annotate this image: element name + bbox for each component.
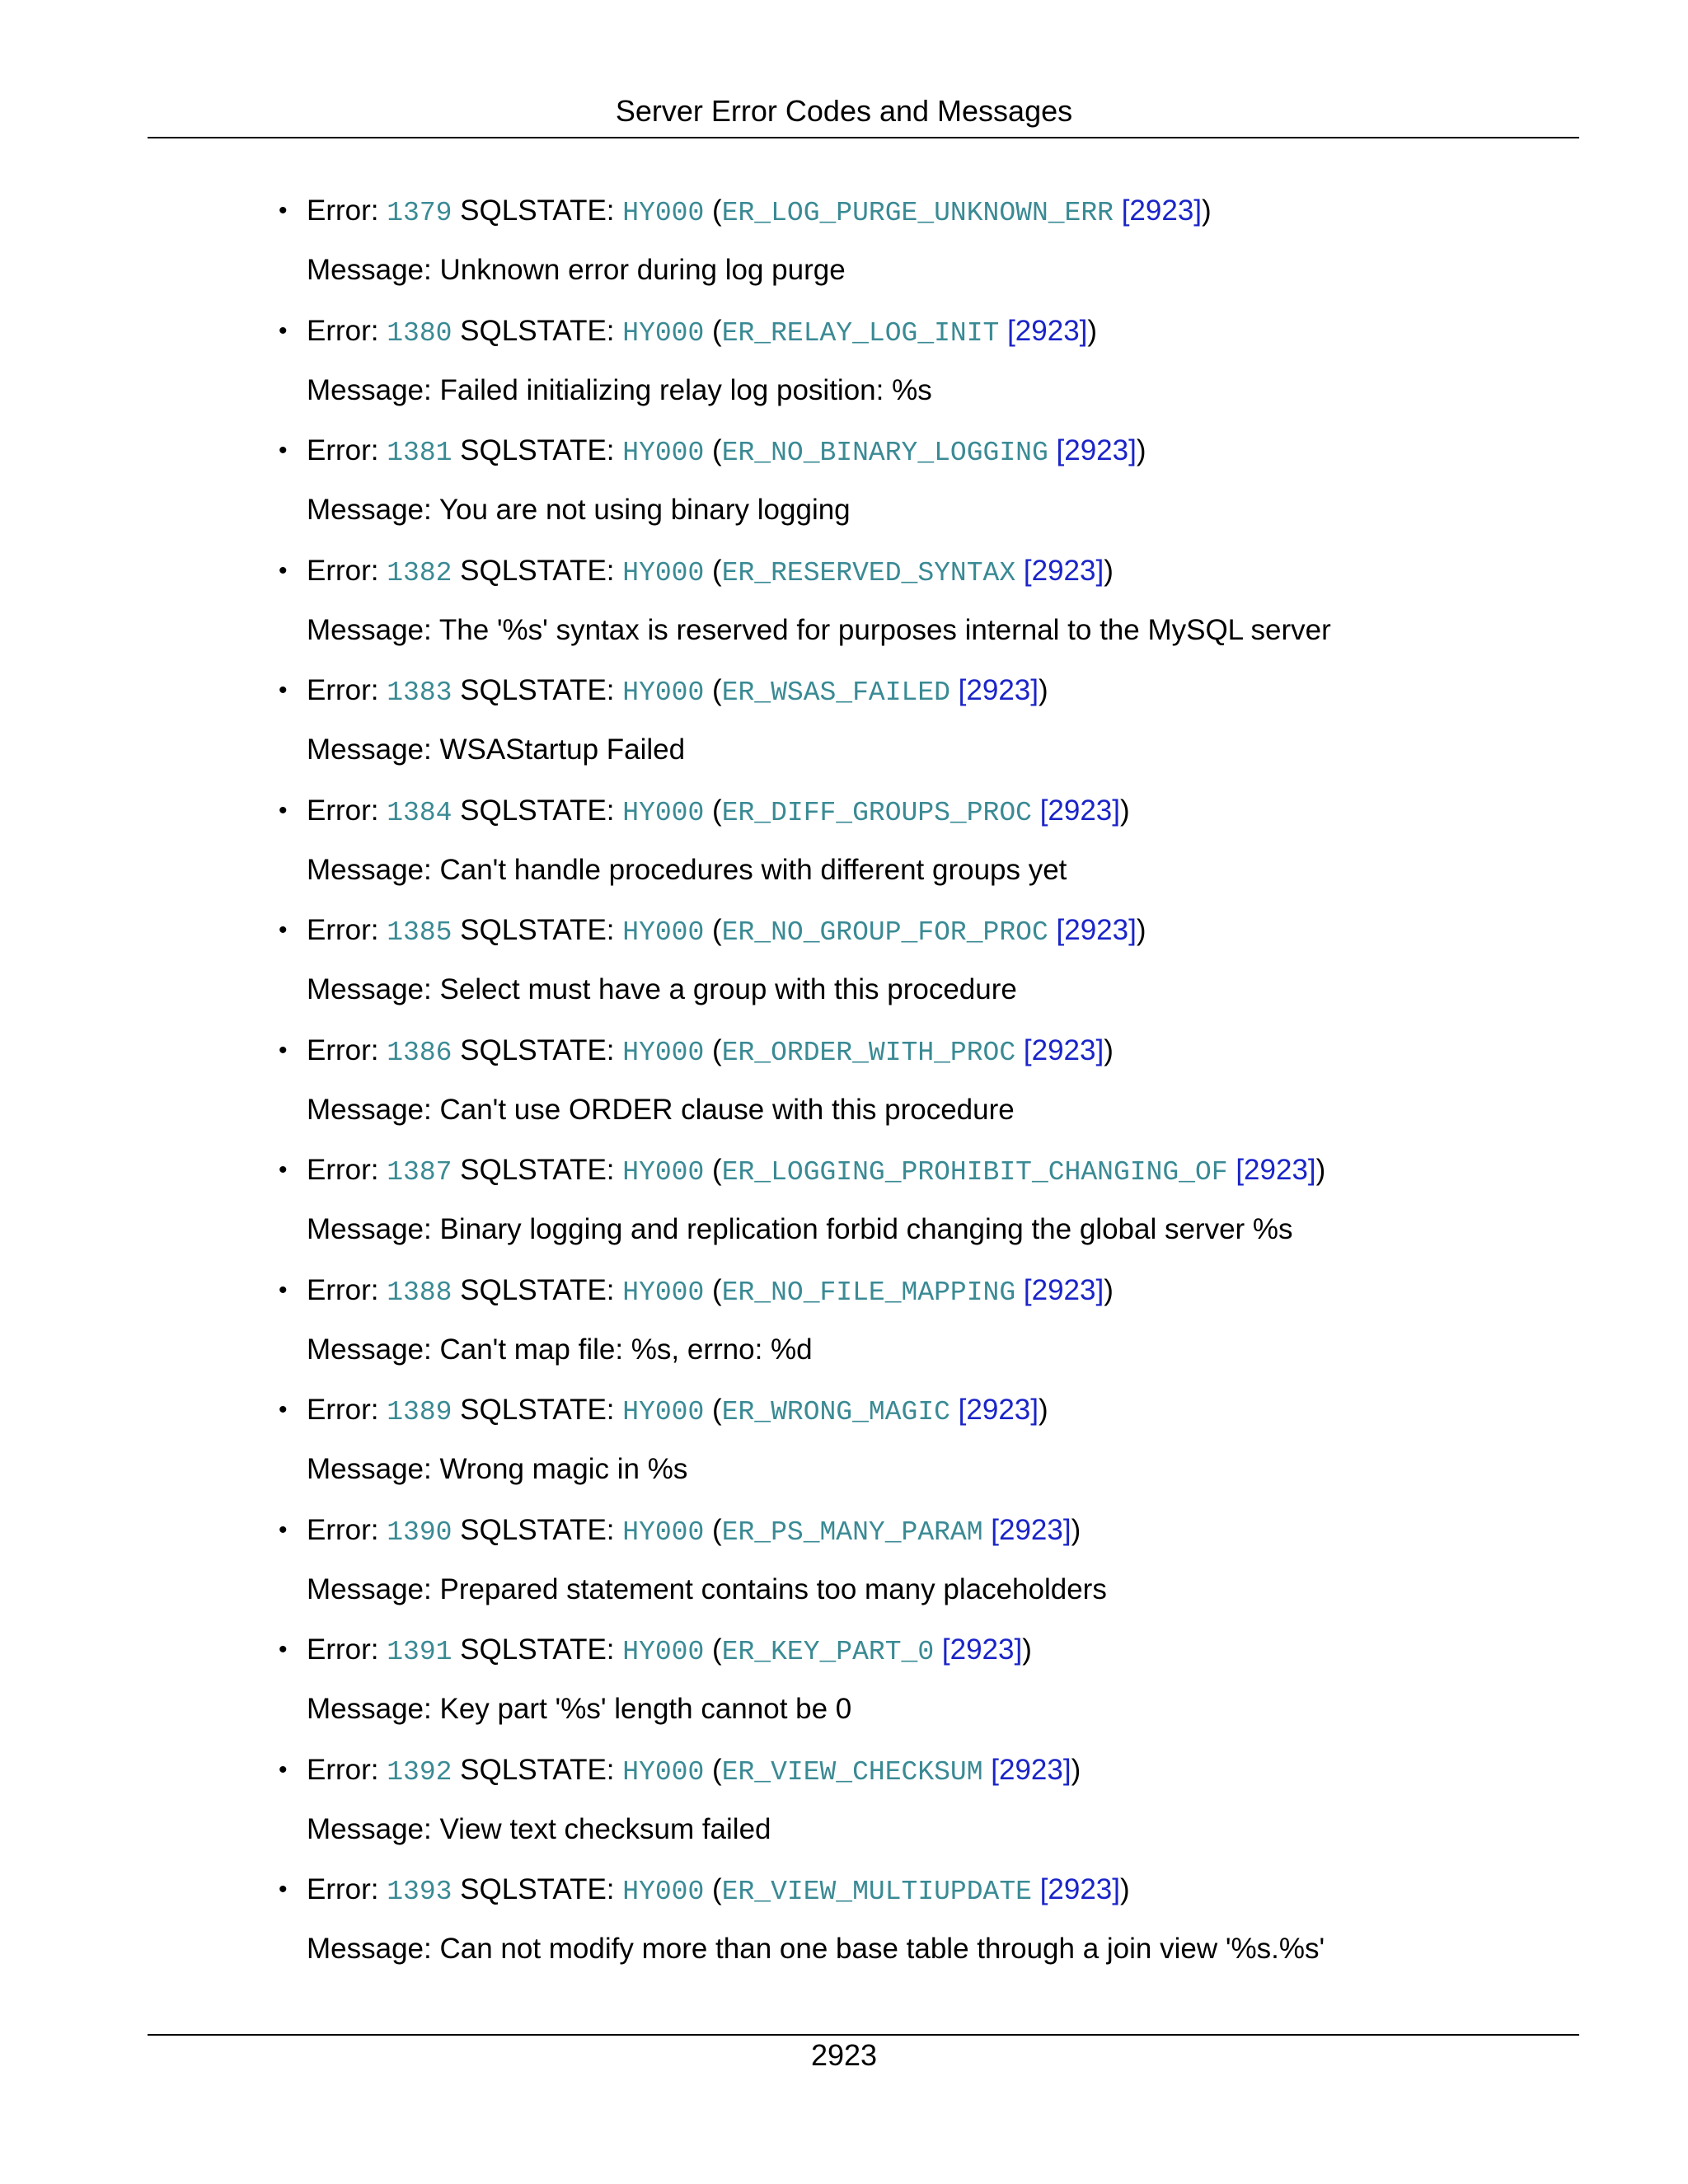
sqlstate-label: SQLSTATE: (452, 1753, 623, 1786)
error-line (279, 1511, 1081, 1550)
error-line (279, 1750, 1081, 1790)
close-paren: ) (1136, 914, 1146, 946)
open-paren: ( (704, 1033, 722, 1066)
error-code: 1391 (387, 1637, 452, 1667)
page-ref-link[interactable]: [2923] (1023, 1273, 1104, 1306)
sqlstate-value: HY000 (622, 1516, 705, 1548)
sqlstate-value: HY000 (622, 917, 705, 948)
message-label: Message: (307, 1693, 440, 1725)
error-code: 1386 (387, 1037, 452, 1068)
close-paren: ) (1087, 314, 1098, 347)
page-ref-link[interactable]: [2923] (958, 1394, 1039, 1426)
open-paren: ( (704, 674, 722, 706)
error-symbol: ER_DIFF_GROUPS_PROC (721, 797, 1032, 828)
close-paren: ) (1022, 1633, 1032, 1666)
error-line (279, 911, 1146, 950)
open-paren: ( (704, 1273, 722, 1306)
sqlstate-label: SQLSTATE: (452, 1394, 623, 1426)
sqlstate-value: HY000 (622, 1037, 705, 1068)
close-paren: ) (1104, 1033, 1114, 1066)
sqlstate-label: SQLSTATE: (452, 314, 623, 347)
message-label: Message: (307, 494, 439, 526)
message-line (307, 851, 1067, 890)
close-paren: ) (1120, 1873, 1130, 1905)
message-label: Message: (307, 613, 439, 646)
error-code: 1390 (387, 1516, 452, 1548)
sqlstate-label: SQLSTATE: (452, 1154, 623, 1186)
bullet-icon: • (279, 556, 288, 584)
error-label: Error: (307, 1753, 387, 1786)
error-symbol: ER_RESERVED_SYNTAX (721, 557, 1016, 588)
sqlstate-label: SQLSTATE: (452, 1513, 623, 1546)
open-paren: ( (704, 914, 722, 946)
message-text: Unknown error during log purge (439, 254, 846, 286)
page-ref-link[interactable]: [2923] (1121, 194, 1203, 227)
message-line (307, 1570, 1107, 1610)
message-label: Message: (307, 1812, 440, 1845)
page-ref-link[interactable]: [2923] (1023, 1033, 1104, 1066)
error-line (279, 1870, 1130, 1910)
message-label: Message: (307, 1572, 440, 1605)
message-line (307, 730, 685, 770)
sqlstate-value: HY000 (622, 438, 705, 468)
close-paren: ) (1038, 1394, 1048, 1426)
message-label: Message: (307, 254, 440, 286)
message-line (307, 1210, 1293, 1249)
error-code: 1382 (387, 557, 452, 588)
sqlstate-value: HY000 (622, 557, 705, 588)
error-line (279, 431, 1146, 471)
error-label: Error: (307, 1033, 387, 1066)
page-number: 2923 (810, 2038, 878, 2072)
message-label: Message: (307, 1453, 440, 1485)
open-paren: ( (704, 794, 722, 827)
sqlstate-label: SQLSTATE: (452, 794, 623, 827)
message-line (307, 611, 1331, 650)
bullet-icon: • (279, 1396, 288, 1423)
message-line (307, 490, 851, 530)
close-paren: ) (1315, 1154, 1326, 1186)
message-label: Message: (307, 973, 440, 1005)
error-label: Error: (307, 554, 387, 587)
message-text: Can't map file: %s, errno: %d (439, 1333, 813, 1366)
error-code: 1383 (387, 677, 452, 708)
sqlstate-label: SQLSTATE: (452, 554, 623, 587)
message-label: Message: (307, 1213, 440, 1245)
message-text: Can not modify more than one base table through a join view '%s.%s' (439, 1933, 1325, 1965)
message-text: Key part '%s' length cannot be 0 (439, 1693, 852, 1725)
error-line (279, 1630, 1032, 1670)
bullet-icon: • (279, 1276, 288, 1304)
open-paren: ( (704, 1873, 722, 1905)
sqlstate-label: SQLSTATE: (452, 1273, 623, 1306)
open-paren: ( (704, 434, 722, 466)
close-paren: ) (1104, 1273, 1114, 1306)
error-line (279, 1390, 1048, 1430)
error-symbol: ER_LOG_PURGE_UNKNOWN_ERR (721, 198, 1114, 228)
close-paren: ) (1038, 674, 1048, 706)
sqlstate-value: HY000 (622, 1157, 705, 1188)
error-symbol: ER_NO_BINARY_LOGGING (721, 438, 1048, 468)
page-ref-link[interactable]: [2923] (1039, 794, 1120, 827)
sqlstate-value: HY000 (622, 317, 705, 349)
close-paren: ) (1071, 1753, 1081, 1786)
error-symbol: ER_WRONG_MAGIC (721, 1397, 950, 1427)
message-text: Binary logging and replication forbid changing the global server %s (439, 1213, 1293, 1245)
error-symbol: ER_VIEW_CHECKSUM (721, 1756, 983, 1788)
bullet-icon: • (279, 1516, 288, 1544)
error-label: Error: (307, 914, 387, 946)
error-code: 1387 (387, 1157, 452, 1188)
error-code: 1393 (387, 1877, 452, 1907)
open-paren: ( (704, 1394, 722, 1426)
sqlstate-value: HY000 (622, 1277, 705, 1308)
sqlstate-value: HY000 (622, 1397, 705, 1427)
bullet-icon: • (279, 796, 288, 824)
close-paren: ) (1202, 194, 1212, 227)
error-line (279, 191, 1212, 231)
error-code: 1388 (387, 1277, 452, 1308)
message-label: Message: (307, 1333, 440, 1366)
error-symbol: ER_WSAS_FAILED (721, 677, 950, 708)
error-symbol: ER_RELAY_LOG_INIT (721, 317, 1000, 349)
sqlstate-value: HY000 (622, 797, 705, 828)
error-label: Error: (307, 674, 387, 706)
error-label: Error: (307, 314, 387, 347)
message-label: Message: (307, 853, 440, 886)
open-paren: ( (704, 1513, 722, 1546)
message-text: You are not using binary logging (438, 494, 851, 526)
open-paren: ( (704, 1753, 722, 1786)
error-line (279, 791, 1130, 831)
page-ref-link[interactable]: [2923] (1056, 914, 1137, 946)
message-text: Can't handle procedures with different groups yet (439, 853, 1067, 886)
message-label: Message: (307, 733, 440, 766)
message-line (307, 1929, 1325, 1969)
page-ref-link[interactable]: [2923] (1056, 434, 1137, 466)
bullet-icon: • (279, 1876, 288, 1903)
bullet-icon: • (279, 677, 288, 704)
bullet-icon: • (279, 1636, 288, 1663)
error-symbol: ER_NO_FILE_MAPPING (721, 1277, 1016, 1308)
bullet-icon: • (279, 1036, 288, 1064)
error-label: Error: (307, 1873, 387, 1905)
error-code: 1385 (387, 917, 452, 948)
error-symbol: ER_LOGGING_PROHIBIT_CHANGING_OF (721, 1157, 1228, 1188)
message-text: Failed initializing relay log position: %s (439, 373, 932, 406)
message-text: Can't use ORDER clause with this procedure (439, 1093, 1015, 1126)
error-line (279, 671, 1048, 710)
error-code: 1389 (387, 1397, 452, 1427)
open-paren: ( (704, 1154, 722, 1186)
sqlstate-value: HY000 (622, 198, 705, 228)
sqlstate-value: HY000 (622, 1637, 705, 1667)
error-symbol: ER_VIEW_MULTIUPDATE (721, 1877, 1032, 1907)
page-ref-link[interactable]: [2923] (991, 1513, 1071, 1546)
page-ref-link[interactable]: [2923] (991, 1753, 1071, 1786)
bullet-icon: • (279, 916, 288, 944)
message-text: The '%s' syntax is reserved for purposes internal to the MySQL server (438, 613, 1331, 646)
error-symbol: ER_NO_GROUP_FOR_PROC (721, 917, 1048, 948)
error-label: Error: (307, 194, 387, 227)
error-symbol: ER_PS_MANY_PARAM (721, 1516, 983, 1548)
header-rule (148, 137, 1579, 138)
close-paren: ) (1120, 794, 1130, 827)
sqlstate-label: SQLSTATE: (452, 194, 623, 227)
error-label: Error: (307, 1513, 387, 1546)
page-ref-link[interactable]: [2923] (1023, 554, 1104, 587)
page-ref-link[interactable]: [2923] (1236, 1154, 1316, 1186)
message-line (307, 1330, 813, 1370)
message-line (307, 1090, 1015, 1130)
open-paren: ( (704, 194, 722, 227)
sqlstate-value: HY000 (622, 1877, 705, 1907)
sqlstate-label: SQLSTATE: (452, 674, 623, 706)
error-code: 1379 (387, 198, 452, 228)
page-ref-link[interactable]: [2923] (1039, 1873, 1120, 1905)
message-text: Wrong magic in %s (439, 1453, 688, 1485)
error-line (279, 551, 1114, 591)
message-line (307, 251, 846, 290)
message-label: Message: (307, 373, 440, 406)
close-paren: ) (1071, 1513, 1081, 1546)
message-text: WSAStartup Failed (439, 733, 686, 766)
message-line (307, 1450, 687, 1489)
sqlstate-label: SQLSTATE: (452, 434, 623, 466)
bullet-icon: • (279, 437, 288, 464)
error-code: 1384 (387, 797, 452, 828)
page-ref-link[interactable]: [2923] (941, 1633, 1023, 1666)
bullet-icon: • (279, 316, 288, 344)
error-code: 1381 (387, 438, 452, 468)
error-line (279, 312, 1098, 351)
bullet-icon: • (279, 197, 288, 224)
error-code: 1392 (387, 1756, 452, 1788)
error-symbol: ER_KEY_PART_0 (721, 1637, 935, 1667)
close-paren: ) (1104, 554, 1114, 587)
message-line (307, 371, 932, 410)
sqlstate-label: SQLSTATE: (452, 1033, 623, 1066)
close-paren: ) (1136, 434, 1146, 466)
open-paren: ( (704, 314, 722, 347)
message-label: Message: (307, 1093, 440, 1126)
open-paren: ( (704, 554, 722, 587)
error-label: Error: (307, 434, 387, 466)
footer-rule (148, 2034, 1579, 2036)
sqlstate-value: HY000 (622, 677, 705, 708)
error-label: Error: (307, 1633, 387, 1666)
message-text: Select must have a group with this procedure (439, 973, 1017, 1005)
sqlstate-value: HY000 (622, 1756, 705, 1788)
page-ref-link[interactable]: [2923] (958, 674, 1039, 706)
sqlstate-label: SQLSTATE: (452, 914, 623, 946)
error-line (279, 1031, 1114, 1071)
message-label: Message: (307, 1933, 440, 1965)
page-ref-link[interactable]: [2923] (1007, 314, 1088, 347)
error-line (279, 1151, 1326, 1190)
error-label: Error: (307, 1394, 387, 1426)
error-label: Error: (307, 794, 387, 827)
message-line (307, 1690, 851, 1729)
error-line (279, 1271, 1114, 1310)
error-symbol: ER_ORDER_WITH_PROC (721, 1037, 1016, 1068)
open-paren: ( (704, 1633, 722, 1666)
error-label: Error: (307, 1273, 387, 1306)
message-text: View text checksum failed (439, 1812, 771, 1845)
page-header-title: Server Error Codes and Messages (615, 94, 1073, 128)
message-line (307, 970, 1017, 1010)
message-line (307, 1810, 771, 1849)
sqlstate-label: SQLSTATE: (452, 1873, 623, 1905)
message-text: Prepared statement contains too many placeholders (439, 1572, 1107, 1605)
error-label: Error: (307, 1154, 387, 1186)
bullet-icon: • (279, 1755, 288, 1783)
sqlstate-label: SQLSTATE: (452, 1633, 623, 1666)
bullet-icon: • (279, 1156, 288, 1183)
error-code: 1380 (387, 317, 452, 349)
